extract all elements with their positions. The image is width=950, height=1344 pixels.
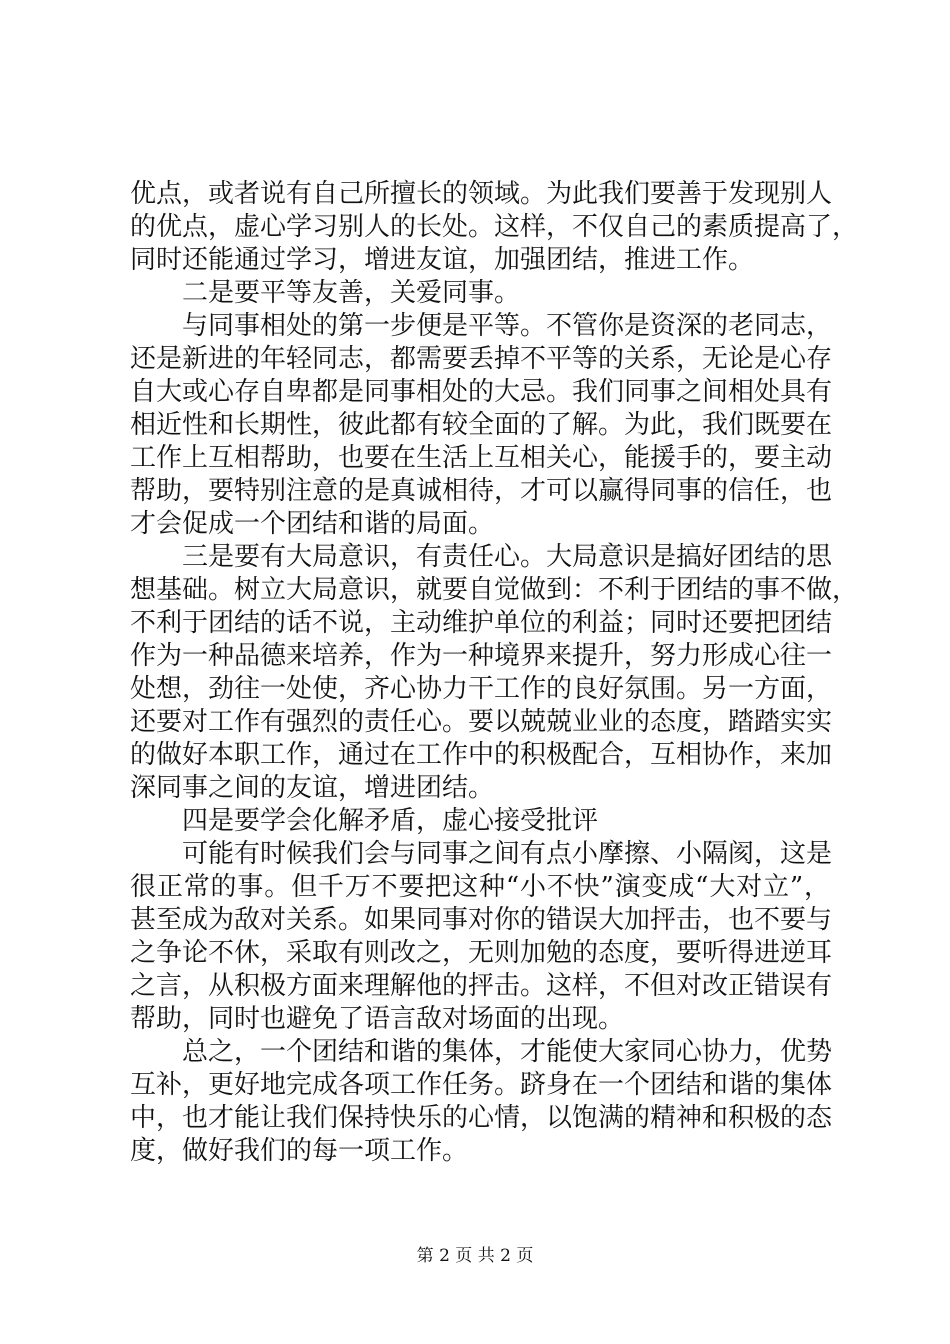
paragraph-4-line-2: 想基础。树立大局意识，就要自觉做到：不利于团结的事不做， <box>130 575 859 605</box>
paragraph-7-line-4: 度，做好我们的每一项工作。 <box>130 1136 469 1166</box>
paragraph-4-line-4: 作为一种品德来培养，作为一种境界来提升，努力形成心往一 <box>130 641 833 671</box>
paragraph-3-line-1: 与同事相处的第一步便是平等。不管你是资深的老同志， <box>182 311 833 341</box>
paragraph-3-line-5: 工作上互相帮助，也要在生活上互相关心，能援手的，要主动 <box>130 443 833 473</box>
paragraph-3-line-4: 相近性和长期性，彼此都有较全面的了解。为此，我们既要在 <box>130 410 833 440</box>
paragraph-1-line-3: 同时还能通过学习，增进友谊，加强团结，推进工作。 <box>130 245 755 275</box>
paragraph-6-line-1: 可能有时候我们会与同事之间有点小摩擦、小隔阂，这是 <box>182 839 833 869</box>
paragraph-4-line-7: 的做好本职工作，通过在工作中的积极配合，互相协作，来加 <box>130 740 833 770</box>
paragraph-1-line-2: 的优点，虚心学习别人的长处。这样，不仅自己的素质提高了， <box>130 212 859 242</box>
heading-point-two: 二是要平等友善，关爱同事。 <box>182 278 521 308</box>
paragraph-1-line-1: 优点，或者说有自己所擅长的领域。为此我们要善于发现别人 <box>130 179 833 209</box>
paragraph-6-line-2: 很正常的事。但千万不要把这种“小不快”演变成“大对立”， <box>130 872 830 902</box>
paragraph-4-line-5: 处想，劲往一处使，齐心协力干工作的良好氛围。另一方面， <box>130 674 833 704</box>
paragraph-4-line-8: 深同事之间的友谊，增进团结。 <box>130 773 495 803</box>
page-number-footer: 第 2 页 共 2 页 <box>416 1246 534 1266</box>
paragraph-4-line-1: 三是要有大局意识，有责任心。大局意识是搞好团结的思 <box>182 542 833 572</box>
paragraph-6-line-3: 甚至成为敌对关系。如果同事对你的错误大加抨击，也不要与 <box>130 905 833 935</box>
paragraph-3-line-6: 帮助，要特别注意的是真诚相待，才可以赢得同事的信任，也 <box>130 476 833 506</box>
paragraph-4-line-3: 不利于团结的话不说，主动维护单位的利益；同时还要把团结 <box>130 608 833 638</box>
paragraph-6-line-4: 之争论不休，采取有则改之，无则加勉的态度，要听得进逆耳 <box>130 938 833 968</box>
paragraph-3-line-7: 才会促成一个团结和谐的局面。 <box>130 509 495 539</box>
paragraph-7-line-2: 互补，更好地完成各项工作任务。跻身在一个团结和谐的集体 <box>130 1070 833 1100</box>
paragraph-6-line-5: 之言，从积极方面来理解他的抨击。这样，不但对改正错误有 <box>130 971 833 1001</box>
paragraph-6-line-6: 帮助，同时也避免了语言敌对场面的出现。 <box>130 1004 625 1034</box>
paragraph-7-line-3: 中，也才能让我们保持快乐的心情，以饱满的精神和积极的态 <box>130 1103 833 1133</box>
paragraph-4-line-6: 还要对工作有强烈的责任心。要以兢兢业业的态度，踏踏实实 <box>130 707 833 737</box>
paragraph-3-line-2: 还是新进的年轻同志，都需要丢掉不平等的关系，无论是心存 <box>130 344 833 374</box>
paragraph-3-line-3: 自大或心存自卑都是同事相处的大忌。我们同事之间相处具有 <box>130 377 833 407</box>
heading-point-four: 四是要学会化解矛盾，虚心接受批评 <box>182 806 599 836</box>
paragraph-7-line-1: 总之，一个团结和谐的集体，才能使大家同心协力，优势 <box>182 1037 833 1067</box>
